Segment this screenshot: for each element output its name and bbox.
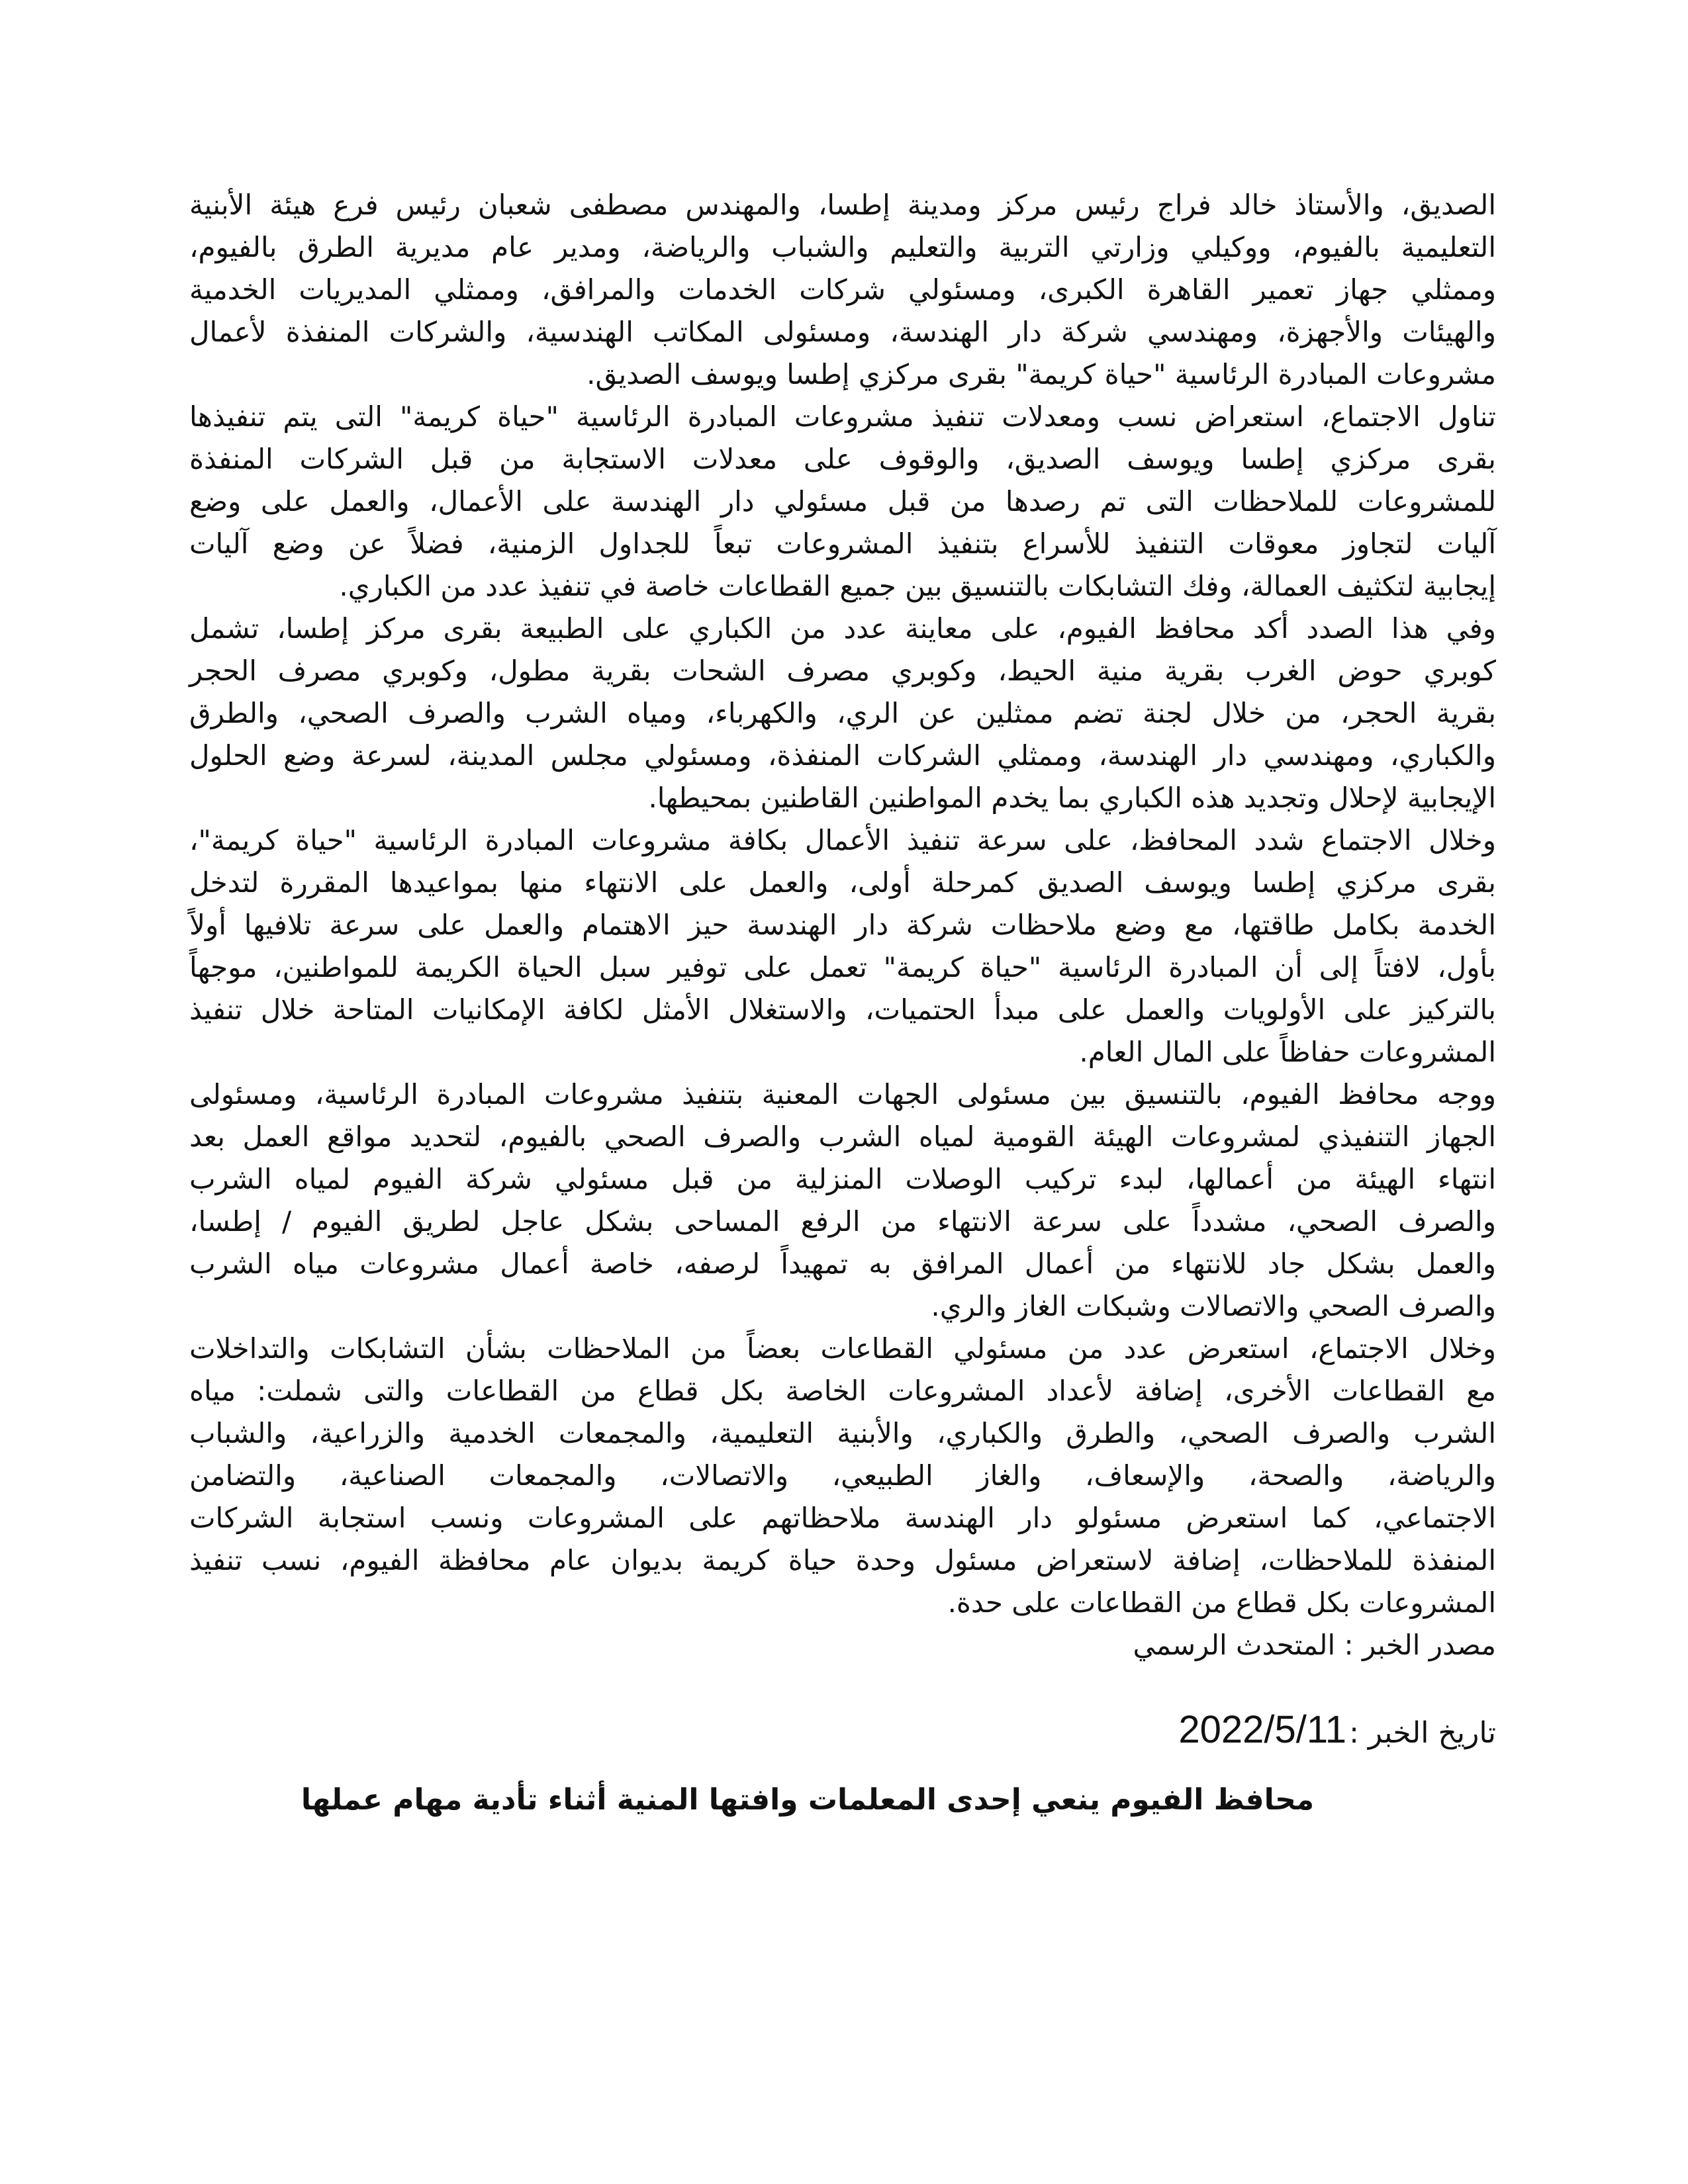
text-line: والعمل بشكل جاد للانتهاء من أعمال المرافق به تمهيداً لرصفه، خاصة أعمال مشروعات مياه الشرب: [189, 1248, 1496, 1280]
text-line: الإيجابية لإحلال وتجديد هذه الكباري بما يخدم المواطنين القاطنين بمحيطها.: [648, 782, 1496, 814]
text-line: ووجه محافظ الفيوم، بالتنسيق بين مسئولى الجهات المعنية بتنفيذ مشروعات المبادرة الرئاسية، ومسئولى: [189, 1078, 1496, 1111]
text-line: مشروعات المبادرة الرئاسية "حياة كريمة" بقرى مركزي إطسا ويوسف الصديق.: [586, 358, 1496, 390]
paragraph: [189, 608, 1496, 819]
text-line: الجهاز التنفيذي لمشروعات الهيئة القومية لمياه الشرب والصرف الصحي بالفيوم، لتحديد مواقع العمل بعد: [189, 1120, 1496, 1153]
text-line: تناول الاجتماع، استعراض نسب ومعدلات تنفيذ مشروعات المبادرة الرئاسية "حياة كريمة" التى يتم تنفيذها: [189, 400, 1496, 433]
text-line: بأول، لافتاً إلى أن المبادرة الرئاسية "حياة كريمة" تعمل على توفير سبل الحياة الكريمة للمواطنين، موجهاً: [189, 951, 1496, 983]
text-line: التعليمية بالفيوم، ووكيلي وزارتي التربية والتعليم والشباب والرياضة، ومدير عام مديرية الطرق بالفيوم،: [189, 231, 1496, 263]
text-line: للمشروعات للملاحظات التى تم رصدها من قبل مسئولي دار الهندسة على الأعمال، والعمل على وضع: [189, 485, 1496, 518]
news-date-value: 2022/5/11: [1178, 1708, 1347, 1751]
paragraph: [189, 184, 1496, 396]
article-body: [189, 184, 1496, 1666]
text-line: والهيئات والأجهزة، ومهندسي شركة دار الهندسة، ومسئولى المكاتب الهندسية، والشركات المنفذة لأعمال: [189, 316, 1496, 348]
text-line: والكباري، ومهندسي دار الهندسة، وممثلي الشركات المنفذة، ومسئولي مجلس المدينة، لسرعة وضع الحلول: [189, 739, 1496, 772]
news-source: مصدر الخبر : المتحدث الرسمي: [1133, 1629, 1496, 1661]
text-line: المنفذة للملاحظات، إضافة لاستعراض مسئول وحدة حياة كريمة بديوان عام محافظة الفيوم، نسب تنفيذ: [189, 1544, 1496, 1576]
text-line: الشرب والصرف الصحي، والطرق والكباري، والأبنية التعليمية، والمجمعات الخدمية والزراعية، والشباب: [189, 1417, 1496, 1449]
text-line: انتهاء الهيئة من أعمالها، لبدء تركيب الوصلات المنزلية من قبل مسئولي شركة الفيوم لمياه الشرب: [189, 1163, 1496, 1195]
text-line: المشروعات حفاظاً على المال العام.: [1079, 1036, 1496, 1068]
text-line: الخدمة بكامل طاقتها، مع وضع ملاحظات شركة دار الهندسة حيز الاهتمام والعمل على سرعة تلافيها أولاً: [189, 909, 1496, 941]
text-line: مع القطاعات الأخرى، إضافة لأعداد المشروعات الخاصة بكل قطاع من القطاعات والتى شملت: مياه: [189, 1375, 1496, 1407]
text-line: المشروعات بكل قطاع من القطاعات على حدة.: [947, 1586, 1496, 1619]
text-line: آليات لتجاوز معوقات التنفيذ للأسراع بتنفيذ المشروعات تبعاً للجداول الزمنية، فضلاً عن وضع آليات: [189, 527, 1496, 560]
paragraph: [189, 1073, 1496, 1328]
text-line: إيجابية لتكثيف العمالة، وفك التشابكات بالتنسيق بين جميع القطاعات خاصة في تنفيذ عدد من الكباري.: [339, 570, 1496, 602]
text-line: والصرف الصحي، مشدداً على سرعة الانتهاء من الرفع المساحى بشكل عاجل لطريق الفيوم / إطسا،: [189, 1205, 1496, 1238]
text-line: وممثلي جهاز تعمير القاهرة الكبرى، ومسئولي شركات الخدمات والمرافق، وممثلي المديريات الخدمية: [189, 273, 1496, 306]
text-line: وفي هذا الصدد أكد محافظ الفيوم، على معاينة عدد من الكباري على الطبيعة بقرى مركز إطسا، تشمل: [189, 612, 1496, 645]
paragraph: [189, 396, 1496, 608]
next-article-title: محافظ الفيوم ينعي إحدى المعلمات وافتها المنية أثناء تأدية مهام عملها: [301, 1783, 1315, 1817]
text-line: بالتركيز على الأولويات والعمل على مبدأ الحتميات، والاستغلال الأمثل لكافة الإمكانيات المتاحة خلال تنفيذ: [189, 993, 1496, 1026]
text-line: والرياضة، والصحة، والإسعاف، والغاز الطبيعي، والاتصالات، والمجمعات الصناعية، والتضامن: [189, 1459, 1496, 1492]
paragraph: [189, 819, 1496, 1073]
text-line: كوبري حوض الغرب بقرية منية الحيط، وكوبري مصرف الشحات بقرية مطول، وكوبري مصرف الحجر: [189, 655, 1496, 687]
text-line: والصرف الصحي والاتصالات وشبكات الغاز والري.: [931, 1290, 1496, 1322]
text-line: بقرى مركزي إطسا ويوسف الصديق كمرحلة أولى، والعمل على الانتهاء منها بمواعيدها المقررة لتدخل: [189, 866, 1496, 899]
text-line: وخلال الاجتماع، استعرض عدد من مسئولي القطاعات بعضاً من الملاحظات بشأن التشابكات والتداخلات: [189, 1332, 1496, 1365]
text-line: الصديق، والأستاذ خالد فراج رئيس مركز ومدينة إطسا، والمهندس مصطفى شعبان رئيس فرع هيئة الأبنية: [189, 189, 1496, 221]
text-line: بقرية الحجر، من خلال لجنة تضم ممثلين عن الري، والكهرباء، ومياه الشرب والصرف الصحي، والطرق: [189, 697, 1496, 729]
text-line: الاجتماعي، كما استعرض مسئولو دار الهندسة ملاحظاتهم على المشروعات ونسب استجابة الشركات: [189, 1502, 1496, 1534]
paragraph: [189, 1328, 1496, 1624]
text-line: وخلال الاجتماع شدد المحافظ، على سرعة تنفيذ الأعمال بكافة مشروعات المبادرة الرئاسية "حياة كريمة"،: [189, 824, 1496, 856]
news-date: [1178, 1704, 1496, 1766]
news-date-label: تاريخ الخبر :: [1349, 1716, 1496, 1750]
text-line: بقرى مركزي إطسا ويوسف الصديق، والوقوف على معدلات الاستجابة من قبل الشركات المنفذة: [189, 443, 1496, 475]
